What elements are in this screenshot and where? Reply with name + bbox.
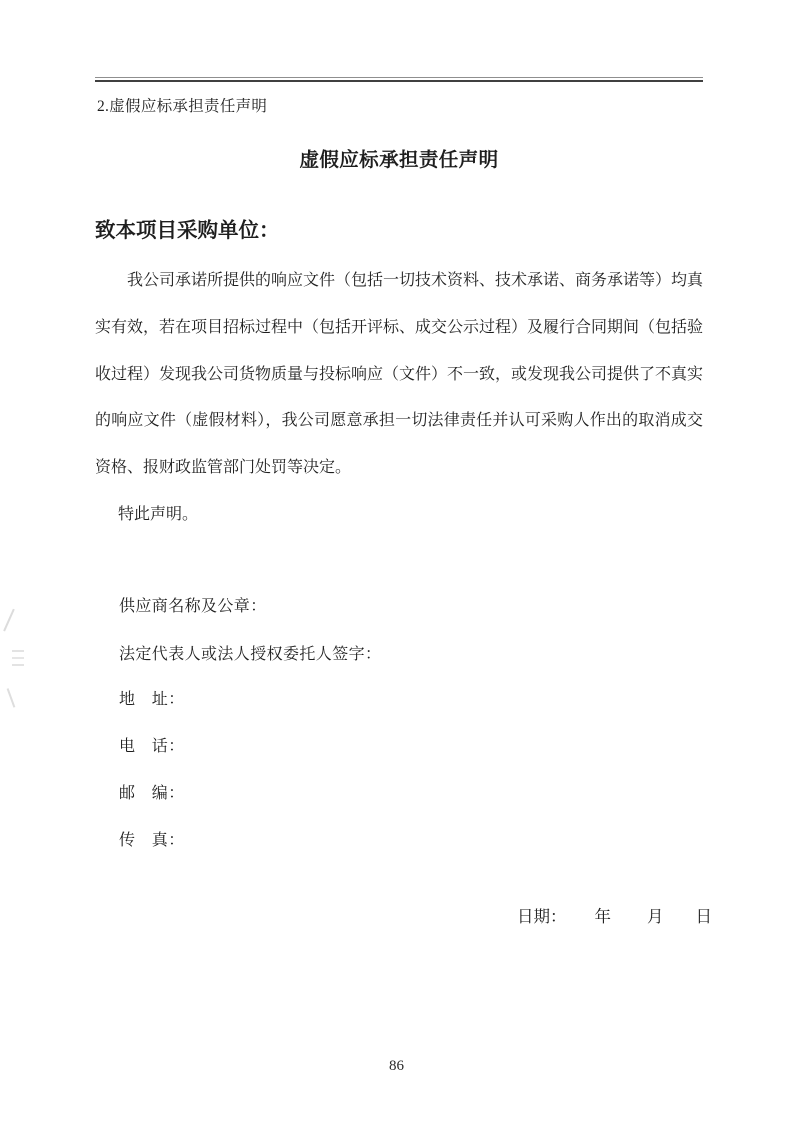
date-month-label: 月 [647,907,664,926]
address-label: 地 址： [119,691,185,708]
salutation-line: 致本项目采购单位： [95,220,280,242]
scan-artifact-mark [7,688,15,707]
phone-label: 电 话： [119,738,185,755]
page-number: 86 [389,1058,404,1074]
supplier-name-seal-label: 供应商名称及公章： [119,598,267,615]
section-heading: 2.虚假应标承担责任声明 [97,98,268,115]
date-line [517,908,712,927]
scan-artifact-mark [12,650,24,652]
body-paragraph-line: 收过程）发现我公司货物质量与投标响应（文件）不一致，或发现我公司提供了不真实 [95,366,704,383]
body-paragraph-line: 实有效，若在项目招标过程中（包括开评标、成交公示过程）及履行合同期间（包括验 [95,319,704,336]
legal-representative-signature-label: 法定代表人或法人授权委托人签字： [119,646,382,663]
document-content [95,0,712,1122]
body-paragraph-line: 我公司承诺所提供的响应文件（包括一切技术资料、技术承诺、商务承诺等）均真 [127,272,704,289]
body-paragraph-line: 资格、报财政监管部门处罚等决定。 [95,459,352,476]
date-label: 日期： [517,907,567,926]
closing-statement: 特此声明。 [118,506,199,523]
date-year-label: 年 [594,907,611,926]
date-day-label: 日 [695,907,712,926]
body-paragraph-line: 的响应文件（虚假材料），我公司愿意承担一切法律责任并认可采购人作出的取消成交 [95,412,703,429]
fax-label: 传 真： [119,832,185,849]
document-title: 虚假应标承担责任声明 [299,150,499,171]
scan-artifact-mark [3,609,14,632]
postcode-label: 邮 编： [119,785,185,802]
header-double-rule [95,77,703,82]
